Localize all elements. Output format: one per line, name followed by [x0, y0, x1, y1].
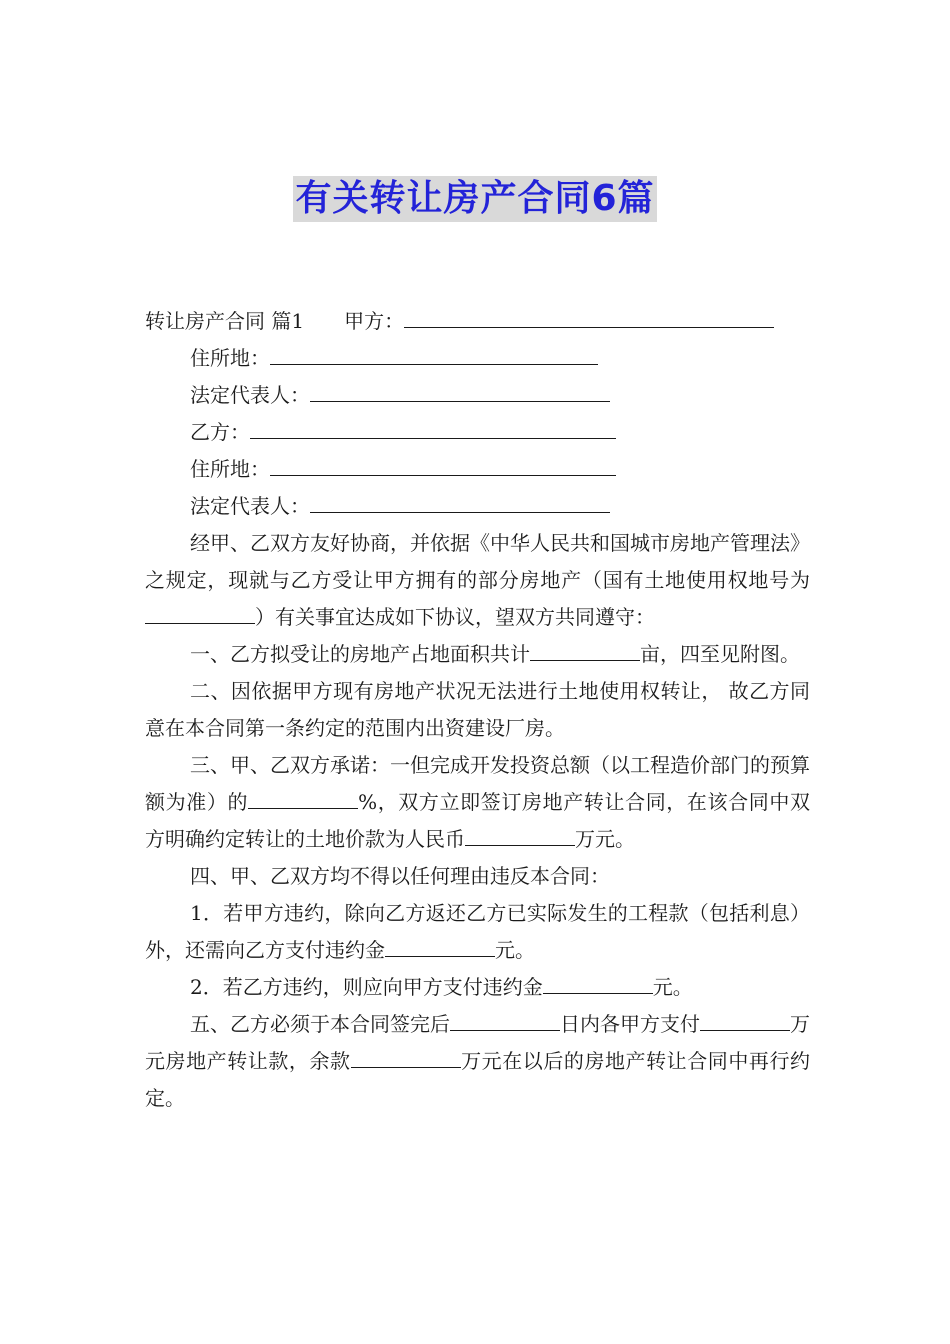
- payment-blank-part1: [700, 1008, 745, 1031]
- address-a-label: 住所地：: [190, 346, 270, 370]
- party-b-blank: [250, 416, 616, 439]
- address-b-label: 住所地：: [190, 457, 270, 481]
- clause-two: 二、因依据甲方现有房地产状况无法进行土地使用权转让， 故乙方同意在本合同第一条约定的范围内出资建设厂房。: [145, 679, 810, 740]
- party-b-label: 乙方：: [190, 420, 250, 444]
- intro-paragraph: 经甲、乙双方友好协商，并依据《中华人民共和国城市房地产管理法》之规定，现就与乙方受让甲方拥有的部分房地产（国有土地使用权地号为）有关事宜达成如下协议，望双方共同遵守：: [145, 531, 810, 629]
- percent-blank: [248, 786, 358, 809]
- payment-blank-part2: [745, 1008, 790, 1031]
- clause-three: 三、甲、乙双方承诺：一但完成开发投资总额（以工程造价部门的预算额为准）的 %，双方立即签订房地产转让合同，在该合同中双方明确约定转让的土地价款为人民币 万元。: [145, 753, 810, 851]
- penalty-b-blank: [543, 971, 653, 994]
- price-blank: [465, 823, 575, 846]
- clause-four: 四、甲、乙双方均不得以任何理由违反本合同：: [190, 864, 610, 888]
- rep-a-line: [145, 377, 810, 414]
- rep-b-blank: [310, 490, 610, 513]
- clause-four-item-2: 2．若乙方违约，则应向甲方支付违约金 元。: [145, 969, 810, 1006]
- clause-one: 一、乙方拟受让的房地产占地面积共计 亩，四至见附图。: [145, 636, 810, 673]
- days-blank: [450, 1008, 560, 1031]
- penalty-a-blank: [385, 934, 495, 957]
- title-container: [0, 176, 950, 222]
- heading-line: [145, 303, 810, 340]
- address-b-line: [145, 451, 810, 488]
- address-a-line: [145, 340, 810, 377]
- address-b-blank: [270, 453, 616, 476]
- document-body: [145, 303, 810, 1117]
- party-b-line: [145, 414, 810, 451]
- land-number-blank: [145, 601, 255, 624]
- clause-five: 五、乙方必须于本合同签完后 日内各甲方支付 万元房地产转让款，余款 万元在以后的房地产转让合同中再行约定。: [145, 1006, 810, 1117]
- section-heading: 转让房产合同 篇1: [145, 309, 305, 333]
- party-a-label: 甲方：: [344, 309, 405, 333]
- balance-blank: [351, 1045, 461, 1068]
- rep-a-label: 法定代表人：: [190, 383, 310, 407]
- area-blank: [530, 638, 640, 661]
- rep-b-label: 法定代表人：: [190, 494, 310, 518]
- party-a-blank: [404, 305, 774, 328]
- rep-b-line: [145, 488, 810, 525]
- rep-a-blank: [310, 379, 610, 402]
- document-title: 有关转让房产合同6篇: [293, 176, 656, 222]
- address-a-blank: [270, 342, 598, 365]
- clause-four-item-1: 1．若甲方违约，除向乙方返还乙方已实际发生的工程款（包括利息）外，还需向乙方支付违约金 元。: [145, 901, 810, 962]
